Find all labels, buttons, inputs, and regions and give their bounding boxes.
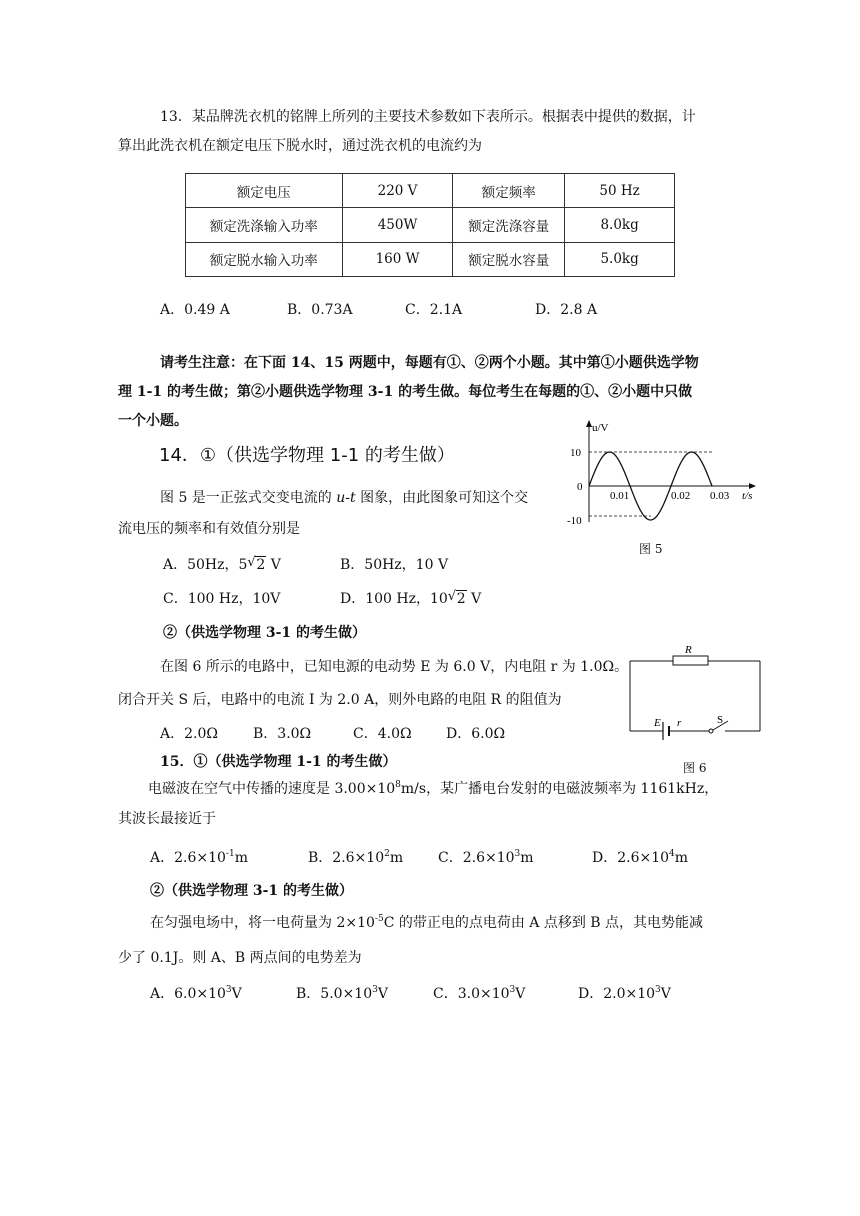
option-text: A．6.0×10	[150, 986, 226, 1002]
y-tick-label: -10	[567, 515, 582, 527]
table-cell: 额定电压	[186, 174, 343, 208]
table-cell: 额定频率	[453, 174, 565, 208]
y-tick-label: 10	[570, 447, 581, 459]
sqrt-radicand: 2	[256, 557, 266, 573]
option-text: D．2.6×10	[592, 850, 670, 866]
q14-2-text-line2: 闭合开关 S 后，电路中的电流 I 为 2.0 A，则外电路的电阻 R 的阻值为	[118, 692, 562, 708]
table-cell: 5.0kg	[565, 242, 675, 276]
q14-1-text-line2: 流电压的频率和有效值分别是	[118, 521, 300, 537]
q15-1-option-b	[308, 847, 403, 867]
x-axis-label: t/s	[742, 490, 753, 502]
option-text: C．3.0×10	[433, 986, 510, 1002]
option-text: B．5.0×10	[296, 986, 373, 1002]
table-cell: 额定脱水容量	[453, 242, 565, 276]
option-text: D．2.0×10	[578, 986, 656, 1002]
y-tick-label: 0	[577, 481, 583, 493]
q14-2-option-d: D．6.0Ω	[446, 726, 506, 742]
table-cell: 220 V	[342, 174, 453, 208]
option-unit: m	[520, 850, 534, 866]
q14-1-text-part: 图象，由此图象可知这个交	[355, 490, 529, 506]
table-cell: 8.0kg	[565, 208, 675, 242]
q14-2-option-b: B．3.0Ω	[253, 726, 312, 742]
label-r-internal: r	[677, 717, 682, 729]
exponent: 8	[395, 780, 401, 790]
q15-1-text-line1	[148, 778, 718, 798]
resistor-symbol	[673, 656, 708, 665]
q15-2-text-part: 在匀强电场中，将一电荷量为 2×10	[150, 915, 375, 931]
exponent: 3	[372, 985, 378, 995]
option-text: D．100 Hz，10	[340, 591, 448, 607]
option-text: C．2.6×10	[438, 850, 515, 866]
table-cell: 50 Hz	[565, 174, 675, 208]
table-cell: 450W	[342, 208, 453, 242]
table-row	[186, 242, 675, 276]
figure-6-caption: 图 6	[683, 761, 707, 775]
label-r-resistor: R	[685, 644, 692, 656]
option-unit: m	[674, 850, 689, 866]
notice-line3: 一个小题。	[118, 413, 188, 429]
q15-2-text-part: C 的带正电的点电荷由 A 点移到 B 点，其电势能减	[383, 915, 704, 931]
q13-option-d: D．2.8 A	[535, 302, 598, 318]
exponent: 4	[669, 849, 675, 859]
option-unit: V	[377, 986, 388, 1002]
exponent: 2	[384, 849, 390, 859]
x-tick-label: 0.03	[710, 490, 730, 502]
spec-table	[185, 173, 675, 277]
exponent: -1	[225, 849, 235, 859]
label-e: E	[654, 717, 661, 729]
q13-option-b: B．0.73A	[287, 302, 353, 318]
q13-option-c: C．2.1A	[405, 302, 463, 318]
q14-1-text-line1	[160, 487, 528, 507]
q14-1-option-a	[163, 554, 281, 574]
q15-2-option-a	[150, 983, 242, 1003]
y-axis-label: u/V	[592, 422, 609, 434]
option-text: A．2.6×10	[150, 850, 226, 866]
x-tick-label: 0.01	[610, 490, 630, 502]
q15-2-heading: ②（供选学物理 3-1 的考生做）	[150, 883, 354, 899]
option-text: A．50Hz，5	[163, 557, 248, 573]
figure-6-circuit	[620, 638, 770, 740]
option-unit: m	[234, 850, 248, 866]
exponent: -5	[374, 914, 384, 924]
option-unit: V	[515, 986, 526, 1002]
table-row	[186, 174, 675, 208]
x-tick-label: 0.02	[671, 490, 691, 502]
q15-1-option-a	[150, 847, 248, 867]
q13-text-line1: 13．某品牌洗衣机的铭牌上所列的主要技术参数如下表所示。根据表中提供的数据，计	[160, 109, 696, 125]
option-text: B．2.6×10	[308, 850, 385, 866]
q15-2-option-b	[296, 983, 388, 1003]
option-unit: V	[231, 986, 242, 1002]
table-row	[186, 208, 675, 242]
q14-2-text-line1: 在图 6 所示的电路中，已知电源的电动势 E 为 6.0 V，内电阻 r 为 1.0Ω。	[160, 659, 629, 675]
q14-2-heading: ②（供选学物理 3-1 的考生做）	[163, 625, 367, 641]
option-unit: m	[389, 850, 404, 866]
x-axis-arrow	[749, 483, 756, 489]
q14-1-heading: 14．①（供选学物理 1-1 的考生做）	[159, 445, 455, 466]
q14-2-option-c: C．4.0Ω	[353, 726, 412, 742]
figure-5-caption: 图 5	[639, 542, 663, 556]
figure-5-sine-graph	[560, 418, 760, 558]
exponent: 3	[509, 985, 516, 995]
q15-1-heading: 15．①（供选学物理 1-1 的考生做）	[160, 754, 397, 770]
q13-option-a: A．0.49 A	[160, 302, 230, 318]
notice-line1: 请考生注意：在下面 14、15 两题中，每题有①、②两个小题。其中第①小题供选学物	[160, 355, 699, 371]
q15-1-option-d	[592, 847, 688, 867]
q14-1-text-part: 图 5 是一正弦式交变电流的	[160, 490, 337, 506]
option-text: V	[466, 591, 482, 607]
sqrt-symbol: √ 2	[247, 555, 266, 573]
switch-contact	[709, 729, 713, 733]
q14-1-option-c: C．100 Hz，10V	[163, 591, 281, 607]
q14-2-option-a: A．2.0Ω	[160, 726, 218, 742]
q15-1-text-part: 电磁波在空气中传播的速度是 3.00×10	[148, 781, 396, 797]
sqrt-radicand: 2	[456, 591, 466, 607]
exponent: 3	[225, 985, 232, 995]
option-text: V	[266, 557, 281, 573]
q14-1-var: u-t	[336, 490, 356, 506]
q14-1-option-d	[340, 588, 481, 608]
option-unit: V	[660, 986, 671, 1002]
exponent: 3	[514, 849, 521, 859]
exponent: 3	[655, 985, 661, 995]
q14-1-option-b: B．50Hz，10 V	[340, 557, 449, 573]
label-s: S	[717, 714, 724, 726]
table-cell: 额定洗涤容量	[453, 208, 565, 242]
q13-text-line2: 算出此洗衣机在额定电压下脱水时，通过洗衣机的电流约为	[118, 138, 482, 154]
table-cell: 额定脱水输入功率	[186, 242, 343, 276]
table-cell: 160 W	[342, 242, 453, 276]
sqrt-symbol: √ 2	[447, 589, 466, 607]
q15-2-option-d	[578, 983, 671, 1003]
notice-line2: 理 1-1 的考生做；第②小题供选学物理 3-1 的考生做。每位考生在每题的①、②小题中只做	[118, 384, 693, 400]
q15-2-text-line1	[150, 912, 703, 932]
q15-1-text-line2: 其波长最接近于	[118, 811, 216, 827]
table-cell: 额定洗涤输入功率	[186, 208, 343, 242]
q15-1-option-c	[438, 847, 534, 867]
q15-2-option-c	[433, 983, 525, 1003]
q15-1-text-part: m/s，某广播电台发射的电磁波频率为 1161kHz，	[400, 781, 719, 797]
q15-2-text-line2: 少了 0.1J。则 A、B 两点间的电势差为	[118, 950, 362, 966]
